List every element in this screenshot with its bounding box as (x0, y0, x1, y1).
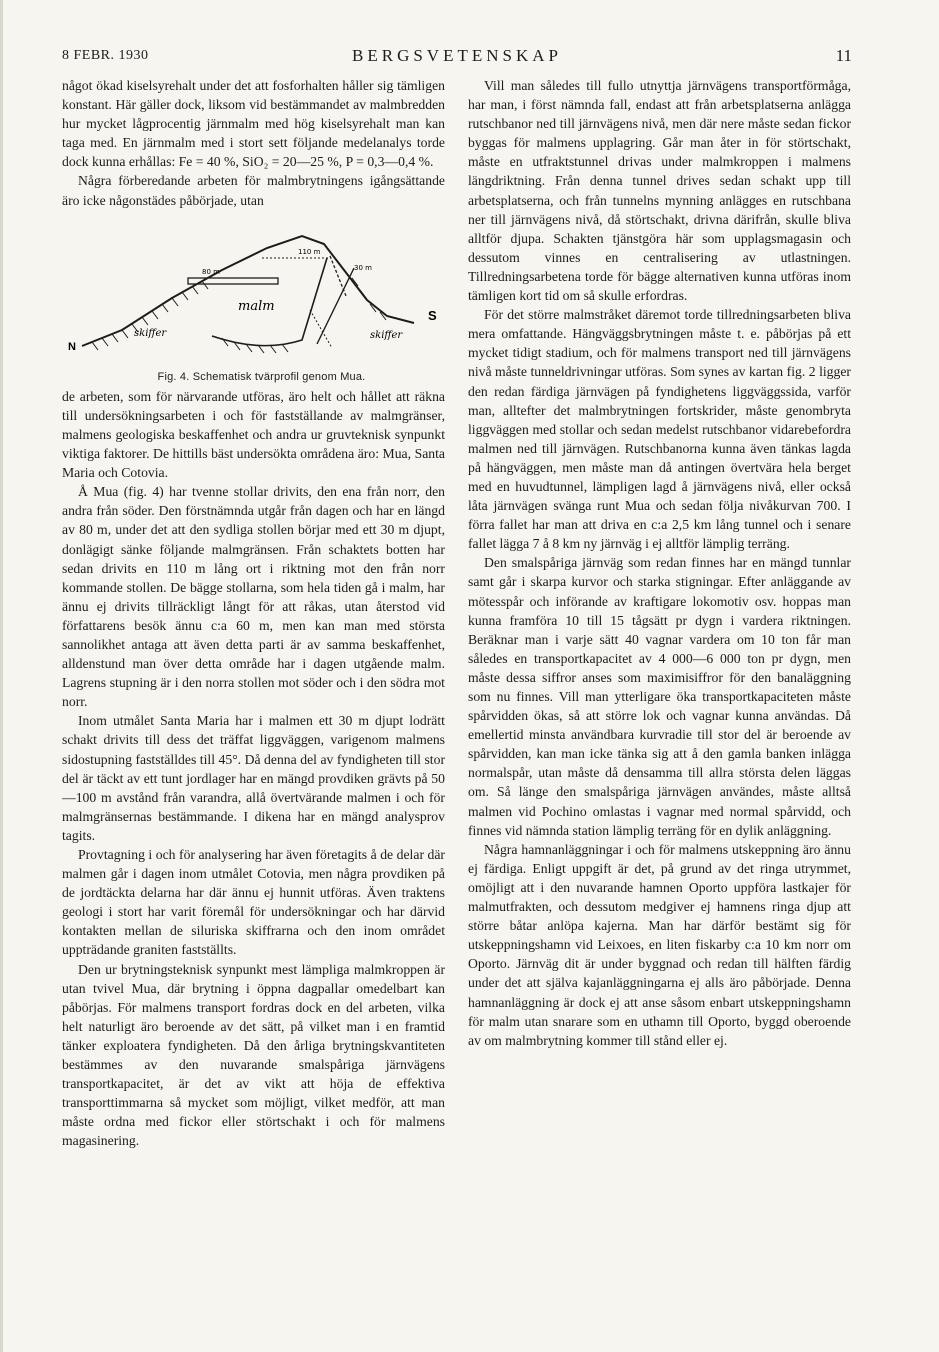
label-dim-110: 110 m (298, 247, 321, 256)
paragraph: Några hamnanläggningar i och för malmens utskeppning äro ännu ej färdiga. Enligt uppgift är det, på grund av det ringa utrymmet, omöjligt att i den nuvarande hamnen Oporto uppföra lastkajer för malmutfrakten, och dessutom medgiver ej hamnens ringa djup att större båtar anlöpa kajerna. Man har därför bestämt sig för utskeppningshamn vid Leixoes, en liten fiskarby c:a 10 km norr om Oporto. Järnväg dit är under byggnad och redan till hälften färdig under det att själva kajanläggningarna ej alls äro påbörjade. Denna hamnanläggning är dock ej att anse såsom enbart utskeppningshamn för malm utan snarare som en uthamn till Oporto, byggd oberoende av om malmbrytning kommer till stånd eller ej. (468, 841, 851, 1048)
label-dim-80: 80 m (202, 267, 220, 276)
dip-line (310, 310, 332, 348)
right-column (468, 76, 851, 1050)
figure-cross-section (62, 218, 445, 368)
label-south: S (428, 307, 437, 323)
surface-profile-line (82, 236, 414, 346)
label-schist-left: skiffer (134, 327, 167, 339)
page-number: 11 (835, 46, 852, 65)
paragraph: Några förberedande arbeten för malmbrytningens igångsättande äro icke någonstädes påbörjade, utan (62, 173, 445, 208)
label-north: N (68, 340, 76, 353)
label-dim-30: 30 m (354, 263, 372, 272)
cross-section-diagram (62, 218, 445, 368)
paragraph: de arbeten, som för närvarande utföras, äro helt och hållet att räkna till undersökningsarbeten i och för fastställande av malmgränser, malmens geologiska beskaffenhet och andra ur gruvteknisk synpunkt viktiga faktorer. De hittills bäst undersökta områdena äro: Mua, Santa Maria och Cotovia. (62, 388, 445, 481)
paragraph: Å Mua (fig. 4) har tvenne stollar drivits, den ena från norr, den andra från söder. Den förstnämnda utgår från dagen och har en längd av 80 m, under det att den sydliga stollen börjar med ett 30 m djupt, donlägigt sänke följande malmgränsen. Från schaktets botten har sedan drivits en 110 m lång ort i riktning mot den från norr kommande stollen. De bägge stollarna, som hela tiden gå i malm, har ännu ej drivits tillräckligt långt för att råkas, utan återstod vid författarens besök ännu c:a 60 m, men kan man med största sannolikhet antaga att även detta parti är av samma beskaffenhet, alldenstund man över detta område har i dagen utgående malm. Lagrens stupning är i den norra stollen mot söder och i den södra mot norr. (62, 484, 445, 710)
schist-hatching (92, 278, 386, 350)
page-header (62, 44, 852, 70)
paragraph: Provtagning i och för analysering har även företagits å de delar där malmen går i dagen inom utmålet Cotovia, men några provdiken på de jordtäckta delarna har där ännu ej hunnit utföras. Även traktens geologi i stort har varit föremål för undersökningar och har därvid kontakten mellan de siluriska skiffrarna och den inom området uppträdande graniten fastställts. (62, 847, 445, 958)
paragraph: Den smalspåriga järnväg som redan finnes har en mängd tunnlar samt går i skarpa kurvor och starka stigningar. Efter anläggande av mötesspår och införande av kraftigare lokomotiv osv. hoppas man kunna framföra 10 till 15 tågsätt pr dygn i vardera riktningen. Beräknar man i varje sätt 40 vagnar vardera om 10 ton får man således en transportkapacitet av 4 000—6 000 ton pr dygn, men måste dessa siffror anses som maximisiffror för den banaläggning som nu finnes. Vill man ytterligare öka transportkapaciteten måste spårvidden ökas, så att större lok och vagnar kunna användas. Då emellertid minsta användbara kurvradie till stor del är beroende av spårvidden, kan man icke tänka sig att å den gamla banken inlägga normalspår, utan måste då densamma till allra största delen läggas om. Så länge den smalspåriga järnvägen användes, måste alltså malmen vid Pochino omlastas i vagnar med normal spårvidd, och finnes vid nämnda station lämplig terräng för en dylik anläggning. (468, 555, 851, 838)
paragraph: Vill man således till fullo utnyttja järnvägens transportförmåga, har man, i först nämnda fall, endast att från arbetsplatserna anlägga rutschbanor ned till järnvägens nivå, men där nere måste sedan fickor byggas för malmens upplagring. Går man åter in för störtschakt, måste en utfraktstunnel drivas under malmkroppen i malmens längdriktning. Från denna tunnel drives sedan schakt upp till arbetsplatserna, och från tunnelns mynning anlägges en rutschbana ner till järnvägens nivå, då störtschakt, drivna därifrån, skulle bliva alltför djupa. Schakten tjänstgöra här som upplagsmagasin och dessutom vinnes en centralisering av utlastningen. Tillredningsarbetena torde för bägge alternativen kunna utföras inom tämligen kort tid om så skulle erfordras. (468, 78, 851, 304)
figure-caption: Fig. 4. Schematisk tvärprofil genom Mua. (157, 370, 366, 383)
paragraph: något ökad kiselsyrehalt under det att fosforhalten håller sig tämligen konstant. Här gäller dock, liksom vid bestämmandet av malmbredden hur mycket lågprocentig järnmalm med hög kiselsyrehalt man kan taga med. En järnmalm med i stort sett följande medelanalys torde dock kunna erhållas: Fe = 40 %, SiO₂ = 20—25 %, P = 0,3—0,4 %. (62, 78, 445, 170)
label-ore: malm (238, 298, 275, 314)
journal-title: BERGSVETENSKAP (352, 46, 562, 65)
label-schist-right: skiffer (370, 329, 403, 341)
left-column (62, 76, 445, 1151)
paragraph: Den ur brytningsteknisk synpunkt mest lämpliga malmkroppen är utan tvivel Mua, där brytning i öppna dagpallar omedelbart kan påbörjas. För malmens transport fordras dock en del arbeten, vilka helt naturligt äro beroende av det sätt, på vilket man i en framtid tänker exploatera fyndigheten. Då den årliga brytningskvantiteten bestämmes av den nuvarande smalspåriga järnvägens transportkapacitet, är det av vikt att höja de effektiva transporttimmarna så mycket som möjligt, vilket medför, att man måste ordna med fickor eller störtschakt i och för malmens magasinering. (62, 961, 445, 1149)
issue-date: 8 FEBR. 1930 (62, 48, 149, 63)
paragraph: För det större malmstråket däremot torde tillredningsarbeten bliva mera omfattande. Hängväggsbrytningen måste t. e. påbörjas på ett mycket tidigt stadium, och för malmens transport ned till järnvägens nivå måste tunneldrivningar utföras. Som synes av kartan fig. 2 ligger den redan färdiga järnvägen på fyndighetens liggväggssida, varför man, alltefter det malmbrytningen fortskrider, måste genombryta liggväggen med stollar och sedan medelst rutschbanor vidarebefordra malmen ned till järnvägen. Rutschbanorna kunna även tänkas lagda på hängväggen, men måste man då antingen övertvära hela berget med en huvudtunnel, lämpligen lagd å järnvägens nivå, eller också låta järnvägen svänga runt Mua och sedan följa nivåkurvan 700. I förra fallet har man att driva en c:a 2,5 km lång tunnel och i senare fallet lägga 7 å 8 km ny järnväg i ej alltför lämplig terräng. (468, 307, 851, 552)
paragraph: Inom utmålet Santa Maria har i malmen ett 30 m djupt lodrätt schakt drivits till dess det träffat liggväggen, varigenom malmens sidostupning fastställdes till 45°. Då denna del av fyndigheten till stor del är täckt av ett tunt jordlager har en mängd provdiken grävts på 50—100 m avstånd från varandra, allå övertvärande malmen i och för malmgränsernas bestämmande. I dikena har en mängd analysprov tagits. (62, 713, 445, 843)
